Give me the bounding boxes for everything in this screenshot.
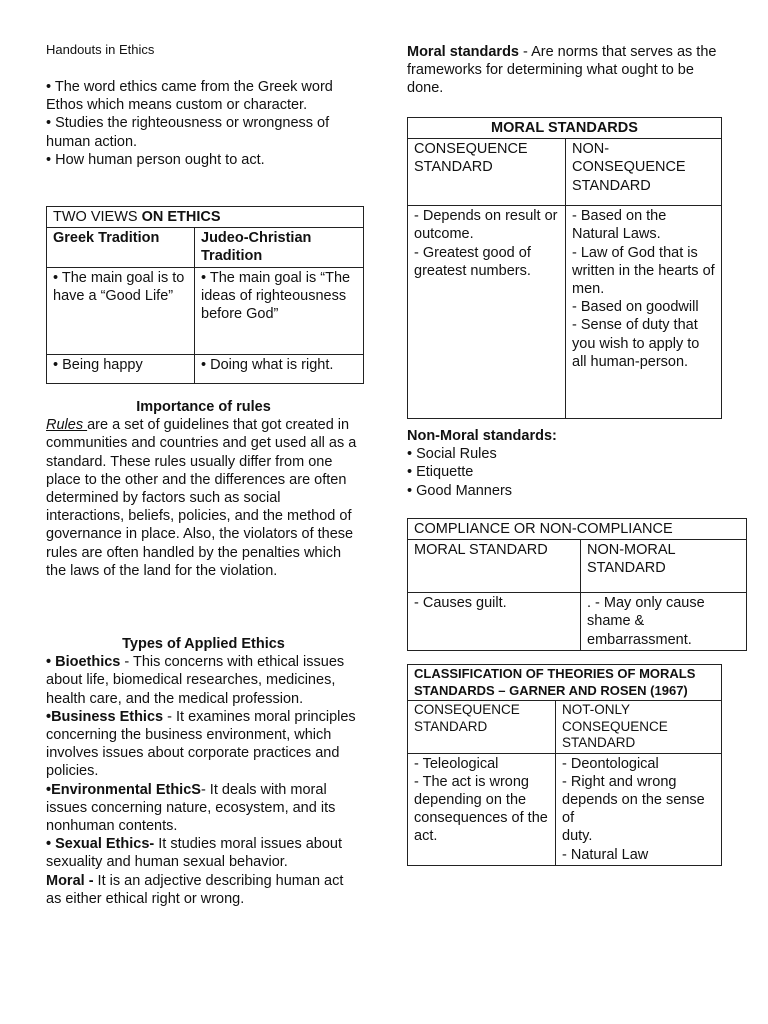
cell-greek-goal: • The main goal is to have a “Good Life” bbox=[47, 267, 195, 354]
cell-teleological: - Teleological - The act is wrong depending on the consequences of the act. bbox=[408, 753, 556, 865]
compliance-title: COMPLIANCE OR NON-COMPLIANCE bbox=[408, 519, 747, 540]
cell-greek-happy: • Being happy bbox=[47, 354, 195, 383]
item-text: It studies moral issues about sexuality and human sexual behavior. bbox=[46, 836, 343, 871]
item-label: • Sexual Ethics- bbox=[46, 836, 155, 853]
header-moral-standard: MORAL STANDARD bbox=[408, 540, 581, 593]
non-moral-item: • Social Rules bbox=[407, 446, 497, 463]
compliance-table bbox=[407, 518, 747, 651]
header-not-only-consequence: NOT-ONLY CONSEQUENCE STANDARD bbox=[556, 701, 722, 754]
item-label: •Business Ethics bbox=[46, 708, 164, 725]
header-greek: Greek Tradition bbox=[47, 228, 195, 267]
moral-standards-table bbox=[407, 117, 722, 419]
cell-non-consequence: - Based on the Natural Laws. - Law of God that is written in the hearts of men. - Based on goodwill - Sense of duty that you wish to apply to all human-person. bbox=[566, 206, 722, 419]
page-title: Handouts in Ethics bbox=[46, 42, 155, 57]
intro-item: • Studies the righteousness or wrongness of human action. bbox=[46, 115, 330, 150]
cell-shame: . - May only cause shame & embarrassment. bbox=[581, 593, 747, 651]
item-text: - This concerns with ethical issues about life, biomedical researches, medicines, health care, and the medical profession. bbox=[46, 654, 345, 707]
applied-section bbox=[46, 635, 361, 908]
cell-deontological: - Deontological - Right and wrong depends on the sense of duty. - Natural Law bbox=[556, 753, 722, 865]
header-non-consequence: NON-CONSEQUENCE STANDARD bbox=[566, 139, 722, 206]
non-moral-section bbox=[407, 427, 722, 500]
item-label: Moral - bbox=[46, 872, 94, 889]
header-consequence-standard: CONSEQUENCE STANDARD bbox=[408, 701, 556, 754]
rules-paragraph bbox=[46, 416, 361, 580]
applied-item-sexual bbox=[46, 835, 361, 871]
applied-item-environmental bbox=[46, 781, 361, 836]
intro-list bbox=[46, 78, 346, 169]
cell-consequence: - Depends on result or outcome. - Greatest good of greatest numbers. bbox=[408, 206, 566, 419]
item-text: - It deals with moral issues concerning nature, ecosystem, and its nonhuman contents. bbox=[46, 781, 336, 835]
moral-definition bbox=[46, 872, 361, 908]
applied-heading: Types of Applied Ethics bbox=[122, 636, 285, 652]
item-text: - It examines moral principles concerning the business environment, which involves issues about corporate practices and policies. bbox=[46, 708, 356, 780]
rules-section bbox=[46, 398, 361, 580]
title-plain: TWO VIEWS bbox=[53, 209, 142, 225]
item-label: •Environmental EthicS bbox=[46, 781, 201, 798]
rules-body: are a set of guidelines that got created in communities and countries and get used all as a standard. These rules usually differ from one place to the other and the differences are often determined by factors such as social interactions, beliefs, policies, and the method of governance in place. Also, the violators of these rules are often handled by the penalties which the laws of the land for the violation. bbox=[46, 417, 357, 579]
non-moral-item: • Etiquette bbox=[407, 464, 474, 481]
moral-standards-definition bbox=[407, 43, 732, 98]
intro-item: • The word ethics came from the Greek word Ethos which means custom or character. bbox=[46, 79, 333, 114]
item-text: It is an adjective describing human act as either ethical right or wrong. bbox=[46, 872, 344, 907]
rules-heading: Importance of rules bbox=[136, 399, 271, 415]
non-moral-heading: Non-Moral standards: bbox=[407, 428, 557, 444]
two-views-table bbox=[46, 206, 364, 384]
classification-title: CLASSIFICATION OF THEORIES OF MORALS STANDARDS – GARNER AND ROSEN (1967) bbox=[408, 665, 722, 701]
moral-standards-label: Moral standards bbox=[407, 44, 519, 60]
intro-item: • How human person ought to act. bbox=[46, 151, 265, 168]
cell-causes-guilt: - Causes guilt. bbox=[408, 593, 581, 651]
header-consequence: CONSEQUENCE STANDARD bbox=[408, 139, 566, 206]
classification-table bbox=[407, 664, 722, 866]
non-moral-item: • Good Manners bbox=[407, 482, 513, 499]
moral-table-title: MORAL STANDARDS bbox=[408, 118, 722, 139]
item-label: • Bioethics bbox=[46, 654, 121, 671]
applied-item-bioethics bbox=[46, 653, 361, 708]
cell-judeo-right: • Doing what is right. bbox=[195, 354, 364, 383]
moral-standards-text: - Are norms that serves as the frameworks for determining what ought to be done. bbox=[407, 44, 717, 97]
rules-lead: Rules bbox=[46, 417, 88, 434]
two-views-title bbox=[47, 207, 364, 228]
applied-item-business bbox=[46, 708, 361, 781]
title-bold: ON ETHICS bbox=[141, 209, 221, 225]
header-judeo: Judeo-Christian Tradition bbox=[195, 228, 364, 267]
cell-judeo-goal: • The main goal is “The ideas of righteousness before God” bbox=[195, 267, 364, 354]
header-non-moral-standard: NON-MORAL STANDARD bbox=[581, 540, 747, 593]
